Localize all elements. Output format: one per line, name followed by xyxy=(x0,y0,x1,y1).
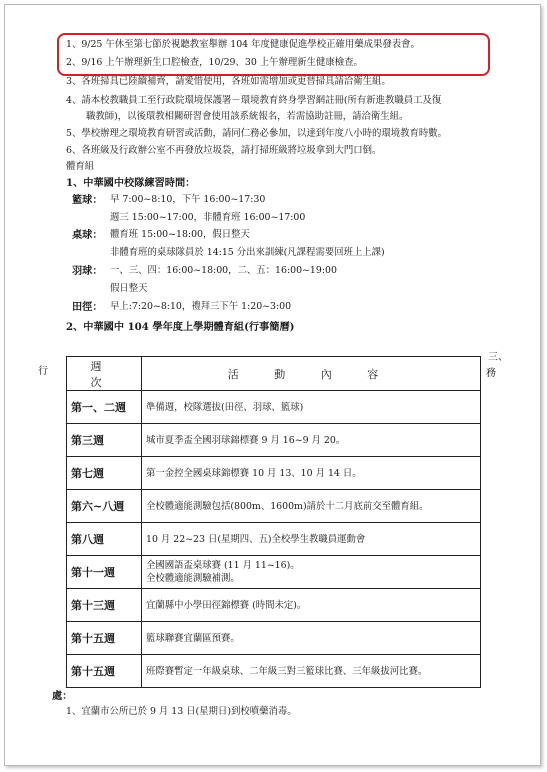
week-cell: 第六~八週 xyxy=(67,490,142,523)
notice-item: 5、學校辦理之環境教育研習或活動，請同仁務必參加，以達到年度八小時的環境教育時數。 xyxy=(66,128,447,139)
table-row xyxy=(67,391,481,424)
notice-item: 2、9/16 上午辦理新生口腔檢查，10/29、30 上午辦理新生健康檢查。 xyxy=(66,57,363,68)
table-row xyxy=(67,556,481,589)
activity-cell: 全國國語盃桌球賽 (11 月 11~16)。 全校體適能測驗補測。 xyxy=(142,556,481,589)
week-cell: 第八週 xyxy=(67,523,142,556)
week-cell: 第十一週 xyxy=(67,556,142,589)
notice-item: 6、各班級及行政辦公室不再發放垃圾袋，請打掃班級將垃圾拿到大門口倒。 xyxy=(66,145,382,156)
activity-cell: 10 月 22~23 日(星期四、五)全校學生教職員運動會 xyxy=(142,523,481,556)
tabletennis-label: 桌球： xyxy=(72,229,103,241)
activity-cell: 籃球聯賽宜蘭區預賽。 xyxy=(142,622,481,655)
schedule-heading: 2、中華國中 104 學年度上學期體育組(行事簡曆) xyxy=(66,321,295,333)
table-row xyxy=(67,523,481,556)
week-cell: 第七週 xyxy=(67,457,142,490)
badminton-time: 假日整天 xyxy=(110,283,148,294)
table-row xyxy=(67,622,481,655)
table-row xyxy=(67,457,481,490)
table-row xyxy=(67,655,481,688)
notice-item: 3、各班掃具已陸續補齊，請愛惜使用，各班如需增加或更替掃具請洽衛生組。 xyxy=(66,76,391,87)
basketball-time: 早 7:00~8:10，下午 16:00~17:30 xyxy=(110,194,266,205)
notice-item-continued: 職教師)，以後環教相關研習會使用該系統報名，若需協助註冊，請洽衛生組。 xyxy=(86,111,409,122)
section-footer-label: 處： xyxy=(52,690,73,702)
table-row xyxy=(67,490,481,523)
week-cell: 第三週 xyxy=(67,424,142,457)
badminton-time: 一、三、四：16:00~18:00，二、五：16:00~19:00 xyxy=(110,265,337,276)
tabletennis-time: 非體育班的桌球隊員於 14:15 分出來訓練(凡課程需要回班上上課) xyxy=(110,247,385,258)
tabletennis-time: 體育班 15:00~18:00，假日整天 xyxy=(110,229,250,240)
basketball-label: 籃球： xyxy=(72,194,103,206)
notice-item: 1、9/25 午休至第七節於視聽教室舉辦 104 年度健康促進學校正確用藥成果發表會。 xyxy=(66,39,420,50)
side-label: 三、 xyxy=(488,352,508,363)
activity-cell: 班際賽暫定一年級桌球、二年級三對三籃球比賽、三年級拔河比賽。 xyxy=(142,655,481,688)
side-label: 行 xyxy=(38,366,48,377)
badminton-label: 羽球： xyxy=(72,265,103,277)
table-row xyxy=(67,589,481,622)
schedule-table xyxy=(66,356,481,688)
track-label: 田徑： xyxy=(72,301,103,313)
table-row xyxy=(67,424,481,457)
week-cell: 第十五週 xyxy=(67,622,142,655)
activity-cell: 宜蘭縣中小學田徑錦標賽 (時間未定)。 xyxy=(142,589,481,622)
notice-item: 4、請本校教職員工至行政院環境保護署－環境教育終身學習網註冊(所有新進教職員工及復 xyxy=(66,95,442,106)
activity-cell: 全校體適能測驗包括(800m、1600m)請於十二月底前交至體育組。 xyxy=(142,490,481,523)
table-header-row xyxy=(67,357,481,391)
column-header: 週 次 xyxy=(67,357,142,391)
footer-item: 1、宜蘭市公所已於 9 月 13 日(星期日)到校噴藥消毒。 xyxy=(66,706,297,717)
practice-heading: 1、中華國中校隊練習時間： xyxy=(66,177,196,189)
column-header: 活 動 內 容 xyxy=(142,357,481,391)
basketball-time: 週三 15:00~17:00，非體育班 16:00~17:00 xyxy=(110,212,306,223)
activity-cell: 準備週，校隊選拔(田徑、羽球、籃球) xyxy=(142,391,481,424)
activity-cell: 城市夏季盃全國羽球錦標賽 9 月 16~9 月 20。 xyxy=(142,424,481,457)
side-label: 務 xyxy=(486,368,496,379)
week-cell: 第一、二週 xyxy=(67,391,142,424)
week-cell: 第十三週 xyxy=(67,589,142,622)
section-title: 體育組 xyxy=(66,161,95,172)
track-time: 早上:7:20~8:10，禮拜三下午 1:20~3:00 xyxy=(110,301,292,312)
activity-cell: 第一金控全國桌球錦標賽 10 月 13、10 月 14 日。 xyxy=(142,457,481,490)
week-cell: 第十五週 xyxy=(67,655,142,688)
